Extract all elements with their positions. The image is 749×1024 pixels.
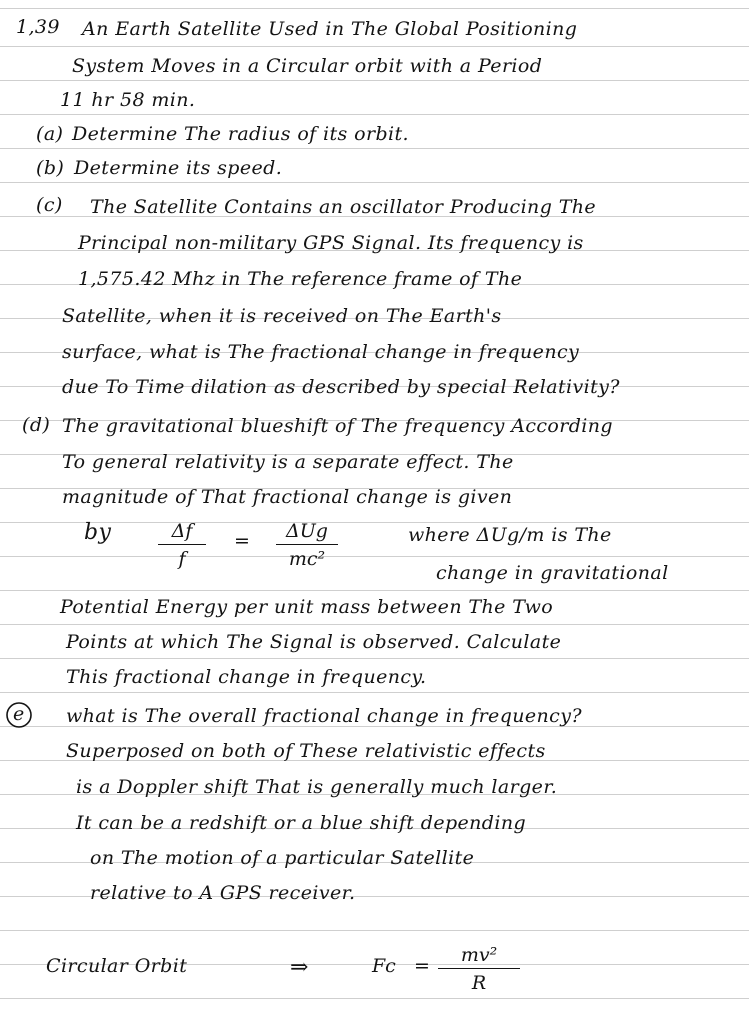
part-c-line-4: Satellite, when it is received on The Earth's (62, 305, 502, 327)
part-e-line-1: what is The overall fractional change in frequency? (66, 705, 582, 727)
part-d-lhs-fraction (158, 520, 206, 570)
part-e-line-4: It can be a redshift or a blue shift depending (76, 812, 527, 834)
problem-number: 1,39 (16, 16, 60, 38)
part-c-line-3: 1,575.42 Mhz in The reference frame of The (78, 268, 523, 290)
part-d-by: by (84, 520, 112, 545)
work-fraction (438, 944, 520, 994)
problem-line-3: 11 hr 58 min. (60, 89, 196, 111)
part-e-line-3: is a Doppler shift That is generally much larger. (76, 776, 558, 798)
problem-line-2: System Moves in a Circular orbit with a Period (72, 55, 543, 77)
work-lhs: Fc (372, 955, 396, 977)
part-e-line-2: Superposed on both of These relativistic effects (66, 740, 546, 762)
work-bar (438, 968, 520, 969)
part-a-marker: (a) (36, 123, 64, 145)
work-numerator: mv² (460, 944, 498, 966)
part-d-line-1: The gravitational blueshift of The frequency According (62, 415, 613, 437)
part-d-where: where ΔUg/m is The (408, 524, 612, 546)
work-label: Circular Orbit (46, 955, 188, 977)
part-d-equals: = (234, 530, 250, 552)
work-denominator: R (471, 972, 487, 994)
part-c-line-5: surface, what is The fractional change in frequency (62, 341, 580, 363)
part-d-line-3: magnitude of That fractional change is given (62, 486, 513, 508)
part-e-line-6: relative to A GPS receiver. (90, 882, 356, 904)
part-d-rhs-fraction (276, 520, 338, 570)
part-e-line-5: on The motion of a particular Satellite (90, 847, 475, 869)
part-d-lhs-bar (158, 544, 206, 545)
part-c-line-2: Principal non-military GPS Signal. Its frequency is (78, 232, 584, 254)
part-d-line-4: Potential Energy per unit mass between The Two (60, 596, 554, 618)
part-d-line-5: Points at which The Signal is observed. Calculate (66, 631, 562, 653)
part-b-marker: (b) (36, 157, 65, 179)
problem-line-1: An Earth Satellite Used in The Global Positioning (82, 18, 578, 40)
part-d-rhs-bar (276, 544, 338, 545)
part-a-text: Determine The radius of its orbit. (72, 123, 409, 145)
part-d-rhs-numerator: ΔUg (286, 520, 328, 542)
work-arrow: ⇒ (290, 955, 309, 980)
part-d-line-6: This fractional change in frequency. (66, 666, 427, 688)
part-d-lhs-denominator: f (178, 548, 186, 570)
part-d-line-2: To general relativity is a separate effect. The (62, 451, 514, 473)
part-d-marker: (d) (22, 414, 51, 436)
part-d-lhs-numerator: Δf (171, 520, 193, 542)
part-c-marker: (c) (36, 194, 63, 216)
work-equals: = (414, 955, 430, 977)
part-c-line-1: The Satellite Contains an oscillator Producing The (90, 196, 597, 218)
part-c-line-6: due To Time dilation as described by special Relativity? (62, 376, 620, 398)
part-b-text: Determine its speed. (74, 157, 283, 179)
part-d-change-line: change in gravitational (436, 562, 669, 584)
part-e-marker: e (13, 703, 25, 725)
part-d-rhs-denominator: mc² (288, 548, 326, 570)
